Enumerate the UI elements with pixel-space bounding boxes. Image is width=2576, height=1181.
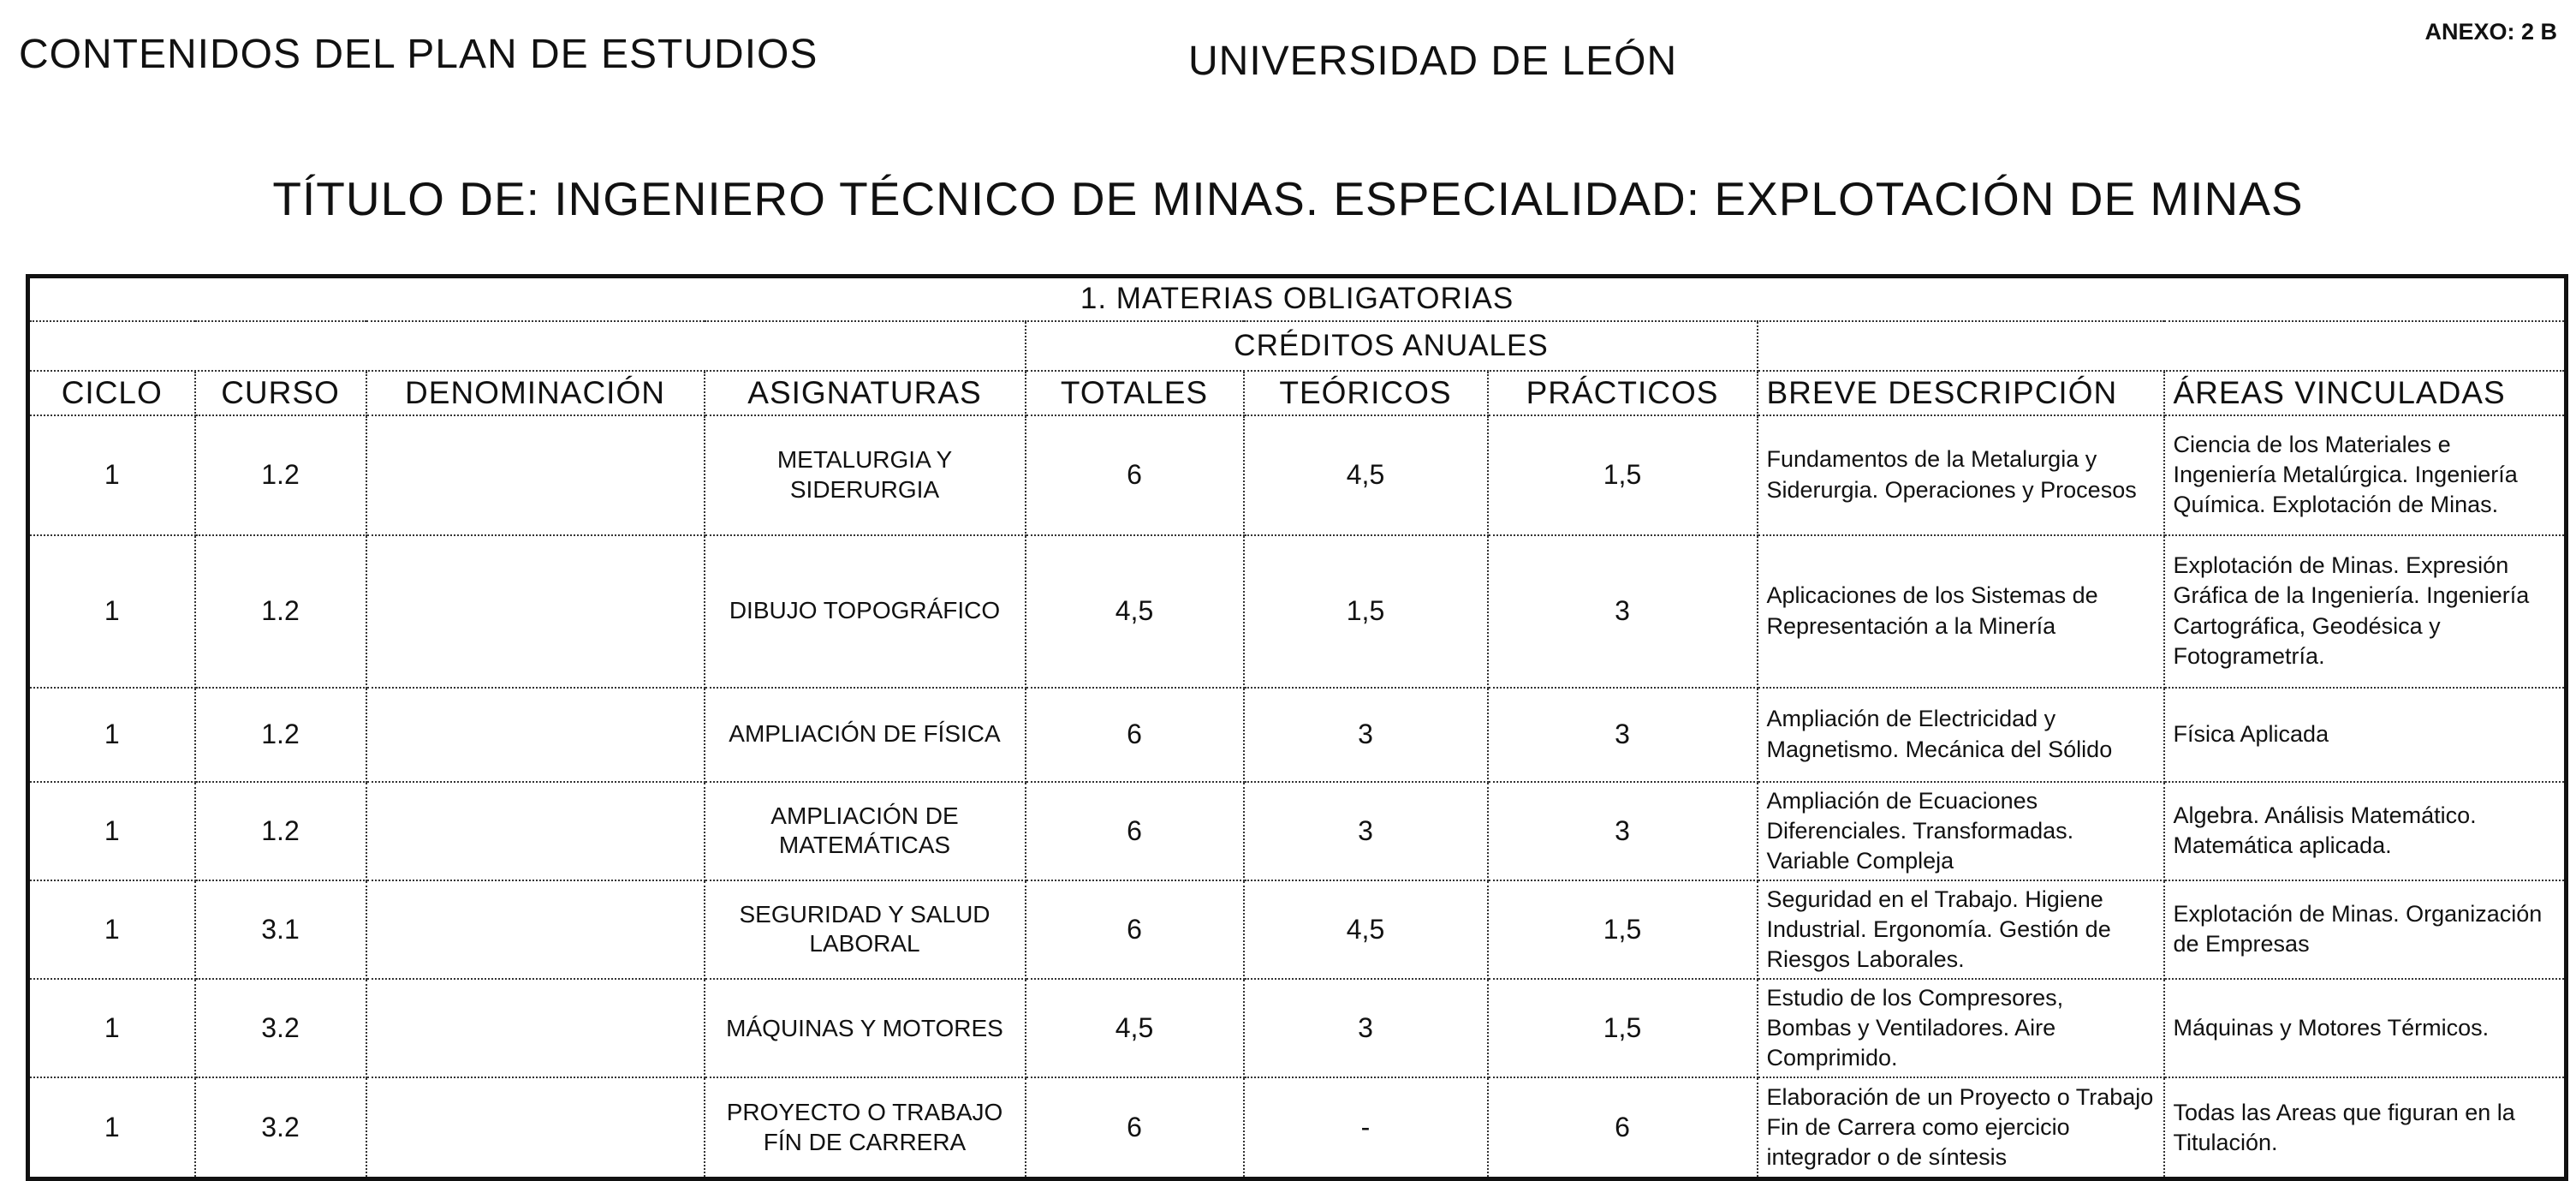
cell-denominacion bbox=[366, 535, 705, 688]
col-practicos: PRÁCTICOS bbox=[1488, 371, 1758, 415]
cell-asignatura: MÁQUINAS Y MOTORES bbox=[705, 979, 1026, 1077]
cell-curso: 3.2 bbox=[195, 1077, 366, 1178]
cell-areas: Explotación de Minas. Expresión Gráfica de la Ingeniería. Ingeniería Cartográfica, Geodésica y Fotogrametría. bbox=[2164, 535, 2567, 688]
cell-teoricos: 3 bbox=[1244, 688, 1488, 782]
table-row bbox=[28, 880, 2567, 979]
cell-descripcion: Seguridad en el Trabajo. Higiene Industrial. Ergonomía. Gestión de Riesgos Laborales. bbox=[1758, 880, 2164, 979]
cell-asignatura: DIBUJO TOPOGRÁFICO bbox=[705, 535, 1026, 688]
cell-areas: Ciencia de los Materiales e Ingeniería Metalúrgica. Ingeniería Química. Explotación de Minas. bbox=[2164, 415, 2567, 535]
cell-areas: Máquinas y Motores Térmicos. bbox=[2164, 979, 2567, 1077]
cell-totales: 6 bbox=[1026, 880, 1244, 979]
cell-descripcion: Fundamentos de la Metalurgia y Siderurgia. Operaciones y Procesos bbox=[1758, 415, 2164, 535]
col-denominacion: DENOMINACIÓN bbox=[366, 371, 705, 415]
col-curso: CURSO bbox=[195, 371, 366, 415]
col-ciclo: CICLO bbox=[28, 371, 195, 415]
cell-curso: 1.2 bbox=[195, 415, 366, 535]
col-descripcion: BREVE DESCRIPCIÓN bbox=[1758, 371, 2164, 415]
cell-teoricos: 3 bbox=[1244, 782, 1488, 880]
cell-curso: 3.2 bbox=[195, 979, 366, 1077]
table-row bbox=[28, 688, 2567, 782]
cell-practicos: 3 bbox=[1488, 535, 1758, 688]
cell-asignatura: AMPLIACIÓN DE MATEMÁTICAS bbox=[705, 782, 1026, 880]
cell-practicos: 1,5 bbox=[1488, 979, 1758, 1077]
cell-totales: 4,5 bbox=[1026, 535, 1244, 688]
degree-title: TÍTULO DE: INGENIERO TÉCNICO DE MINAS. ESPECIALIDAD: EXPLOTACIÓN DE MINAS bbox=[272, 172, 2304, 225]
col-asignaturas: ASIGNATURAS bbox=[705, 371, 1026, 415]
cell-ciclo: 1 bbox=[28, 415, 195, 535]
annex-label: ANEXO: 2 B bbox=[2424, 19, 2557, 45]
cell-denominacion bbox=[366, 979, 705, 1077]
subjects-table bbox=[26, 274, 2568, 1181]
cell-ciclo: 1 bbox=[28, 880, 195, 979]
cell-denominacion bbox=[366, 1077, 705, 1178]
cell-areas: Algebra. Análisis Matemático. Matemática aplicada. bbox=[2164, 782, 2567, 880]
cell-areas: Todas las Areas que figuran en la Titulación. bbox=[2164, 1077, 2567, 1178]
cell-ciclo: 1 bbox=[28, 1077, 195, 1178]
cell-asignatura: SEGURIDAD Y SALUD LABORAL bbox=[705, 880, 1026, 979]
cell-teoricos: 4,5 bbox=[1244, 415, 1488, 535]
cell-totales: 4,5 bbox=[1026, 979, 1244, 1077]
cell-curso: 1.2 bbox=[195, 688, 366, 782]
plan-heading: CONTENIDOS DEL PLAN DE ESTUDIOS bbox=[19, 32, 818, 77]
cell-teoricos: 4,5 bbox=[1244, 880, 1488, 979]
col-areas: ÁREAS VINCULADAS bbox=[2164, 371, 2567, 415]
table-row bbox=[28, 1077, 2567, 1178]
cell-practicos: 6 bbox=[1488, 1077, 1758, 1178]
col-teoricos: TEÓRICOS bbox=[1244, 371, 1488, 415]
cell-asignatura: AMPLIACIÓN DE FÍSICA bbox=[705, 688, 1026, 782]
credits-group-header: CRÉDITOS ANUALES bbox=[1026, 321, 1758, 371]
table-row bbox=[28, 782, 2567, 880]
cell-denominacion bbox=[366, 880, 705, 979]
table-row bbox=[28, 535, 2567, 688]
cell-descripcion: Ampliación de Ecuaciones Diferenciales. Transformadas. Variable Compleja bbox=[1758, 782, 2164, 880]
cell-denominacion bbox=[366, 782, 705, 880]
cell-teoricos: 3 bbox=[1244, 979, 1488, 1077]
header-spacer-right bbox=[1758, 321, 2567, 371]
university-name: UNIVERSIDAD DE LEÓN bbox=[1188, 39, 1678, 84]
section-title: 1. MATERIAS OBLIGATORIAS bbox=[28, 277, 2567, 321]
cell-denominacion bbox=[366, 415, 705, 535]
cell-ciclo: 1 bbox=[28, 979, 195, 1077]
cell-totales: 6 bbox=[1026, 1077, 1244, 1178]
cell-denominacion bbox=[366, 688, 705, 782]
cell-areas: Explotación de Minas. Organización de Empresas bbox=[2164, 880, 2567, 979]
cell-practicos: 1,5 bbox=[1488, 415, 1758, 535]
cell-descripcion: Estudio de los Compresores, Bombas y Ventiladores. Aire Comprimido. bbox=[1758, 979, 2164, 1077]
header-spacer bbox=[28, 321, 1026, 371]
cell-totales: 6 bbox=[1026, 688, 1244, 782]
table-row bbox=[28, 415, 2567, 535]
cell-asignatura: PROYECTO O TRABAJO FÍN DE CARRERA bbox=[705, 1077, 1026, 1178]
cell-practicos: 1,5 bbox=[1488, 880, 1758, 979]
cell-totales: 6 bbox=[1026, 415, 1244, 535]
cell-descripcion: Ampliación de Electricidad y Magnetismo. Mecánica del Sólido bbox=[1758, 688, 2164, 782]
col-totales: TOTALES bbox=[1026, 371, 1244, 415]
cell-descripcion: Aplicaciones de los Sistemas de Representación a la Minería bbox=[1758, 535, 2164, 688]
cell-descripcion: Elaboración de un Proyecto o Trabajo Fin de Carrera como ejercicio integrador o de síntesis bbox=[1758, 1077, 2164, 1178]
cell-teoricos: - bbox=[1244, 1077, 1488, 1178]
cell-curso: 1.2 bbox=[195, 535, 366, 688]
cell-curso: 3.1 bbox=[195, 880, 366, 979]
cell-ciclo: 1 bbox=[28, 535, 195, 688]
cell-ciclo: 1 bbox=[28, 688, 195, 782]
table-row bbox=[28, 979, 2567, 1077]
cell-areas: Física Aplicada bbox=[2164, 688, 2567, 782]
cell-curso: 1.2 bbox=[195, 782, 366, 880]
cell-totales: 6 bbox=[1026, 782, 1244, 880]
cell-ciclo: 1 bbox=[28, 782, 195, 880]
cell-practicos: 3 bbox=[1488, 782, 1758, 880]
cell-practicos: 3 bbox=[1488, 688, 1758, 782]
cell-teoricos: 1,5 bbox=[1244, 535, 1488, 688]
cell-asignatura: METALURGIA Y SIDERURGIA bbox=[705, 415, 1026, 535]
